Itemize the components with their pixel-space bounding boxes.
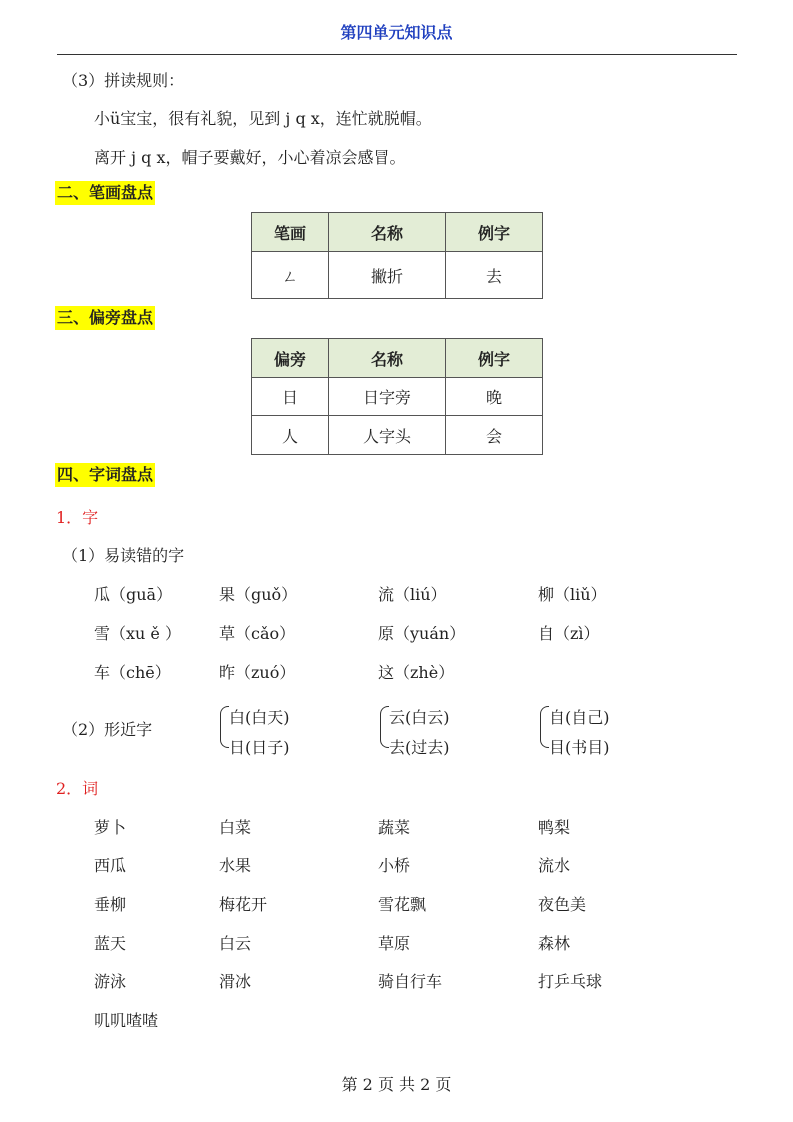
similar-char: 自(自己) <box>549 708 610 727</box>
table-cell: 人字头 <box>329 416 446 455</box>
easy-wrong-char: 瓜（guā） <box>94 585 173 604</box>
word-item: 垂柳 <box>94 895 127 914</box>
section-heading-strokes: 二、笔画盘点 <box>55 181 155 205</box>
table-cell: 日 <box>252 378 329 416</box>
easy-wrong-char: 草（cǎo） <box>219 624 296 643</box>
word-item: 草原 <box>378 934 411 953</box>
word-item: 夜色美 <box>538 895 587 914</box>
similar-char: 云(白云) <box>389 708 450 727</box>
table-cell: 晚 <box>446 378 543 416</box>
table-cell: 会 <box>446 416 543 455</box>
word-item: 森林 <box>538 934 571 953</box>
table-header-cell: 名称 <box>329 213 446 252</box>
brace-bottom <box>220 727 229 748</box>
radical-table <box>251 338 543 455</box>
table-header-cell: 例字 <box>446 339 543 378</box>
pinyin-rule-line-1: 小ü宝宝，很有礼貌，见到 j q x，连忙就脱帽。 <box>94 109 432 128</box>
word-item: 滑冰 <box>219 972 252 991</box>
chars-subheading: 1．字 <box>56 508 99 527</box>
brace-top <box>220 706 229 727</box>
word-item: 游泳 <box>94 972 127 991</box>
table-cell: 人 <box>252 416 329 455</box>
word-item: 蓝天 <box>94 934 127 953</box>
table-header-cell: 例字 <box>446 213 543 252</box>
similar-char: 日(日子) <box>229 738 290 757</box>
table-cell: 去 <box>446 252 543 299</box>
easy-wrong-label: （1）易读错的字 <box>62 546 185 565</box>
word-item: 蔬菜 <box>378 818 411 837</box>
word-item: 打乒乓球 <box>538 972 603 991</box>
table-row <box>252 252 543 299</box>
table-cell: ㄥ <box>252 252 329 299</box>
page-title: 第四单元知识点 <box>340 23 453 42</box>
section-heading-radicals: 三、偏旁盘点 <box>55 306 155 330</box>
word-item: 白菜 <box>219 818 252 837</box>
brace-top <box>540 706 549 727</box>
brace-top <box>380 706 389 727</box>
brace-bottom <box>380 727 389 748</box>
easy-wrong-char: 果（guǒ） <box>219 585 298 604</box>
table-cell: 撇折 <box>329 252 446 299</box>
easy-wrong-char: 原（yuán） <box>378 624 466 643</box>
word-item: 骑自行车 <box>378 972 443 991</box>
section-heading-words: 四、字词盘点 <box>55 463 155 487</box>
word-item: 水果 <box>219 856 252 875</box>
similar-char: 白(白天) <box>229 708 290 727</box>
word-item: 雪花飘 <box>378 895 427 914</box>
table-cell: 日字旁 <box>329 378 446 416</box>
similar-char: 目(书目) <box>549 738 610 757</box>
page-footer: 第 2 页 共 2 页 <box>341 1075 452 1094</box>
word-item: 白云 <box>219 934 252 953</box>
word-item: 叽叽喳喳 <box>94 1011 159 1030</box>
table-header-row <box>252 213 543 252</box>
easy-wrong-char: 自（zì） <box>538 624 600 643</box>
word-item: 萝卜 <box>94 818 127 837</box>
table-row <box>252 416 543 455</box>
table-header-cell: 名称 <box>329 339 446 378</box>
easy-wrong-char: 雪（xu ě ） <box>94 624 181 643</box>
word-item: 小桥 <box>378 856 411 875</box>
table-header-cell: 笔画 <box>252 213 329 252</box>
words-subheading: 2．词 <box>56 779 99 798</box>
easy-wrong-char: 车（chē） <box>94 663 171 682</box>
brace-bottom <box>540 727 549 748</box>
word-item: 鸭梨 <box>538 818 571 837</box>
table-header-cell: 偏旁 <box>252 339 329 378</box>
pinyin-rule-line-2: 离开 j q x，帽子要戴好，小心着凉会感冒。 <box>94 148 406 167</box>
word-item: 西瓜 <box>94 856 127 875</box>
word-item: 流水 <box>538 856 571 875</box>
header-divider <box>57 54 737 55</box>
easy-wrong-char: 流（liú） <box>378 585 447 604</box>
easy-wrong-char: 柳（liǔ） <box>538 585 607 604</box>
pinyin-rule-label: （3）拼读规则： <box>62 71 185 90</box>
stroke-table <box>251 212 543 299</box>
word-item: 梅花开 <box>219 895 268 914</box>
similar-chars-label: （2）形近字 <box>62 720 153 739</box>
similar-char: 去(过去) <box>389 738 450 757</box>
table-row <box>252 378 543 416</box>
easy-wrong-char: 昨（zuó） <box>219 663 296 682</box>
table-header-row <box>252 339 543 378</box>
easy-wrong-char: 这（zhè） <box>378 663 455 682</box>
